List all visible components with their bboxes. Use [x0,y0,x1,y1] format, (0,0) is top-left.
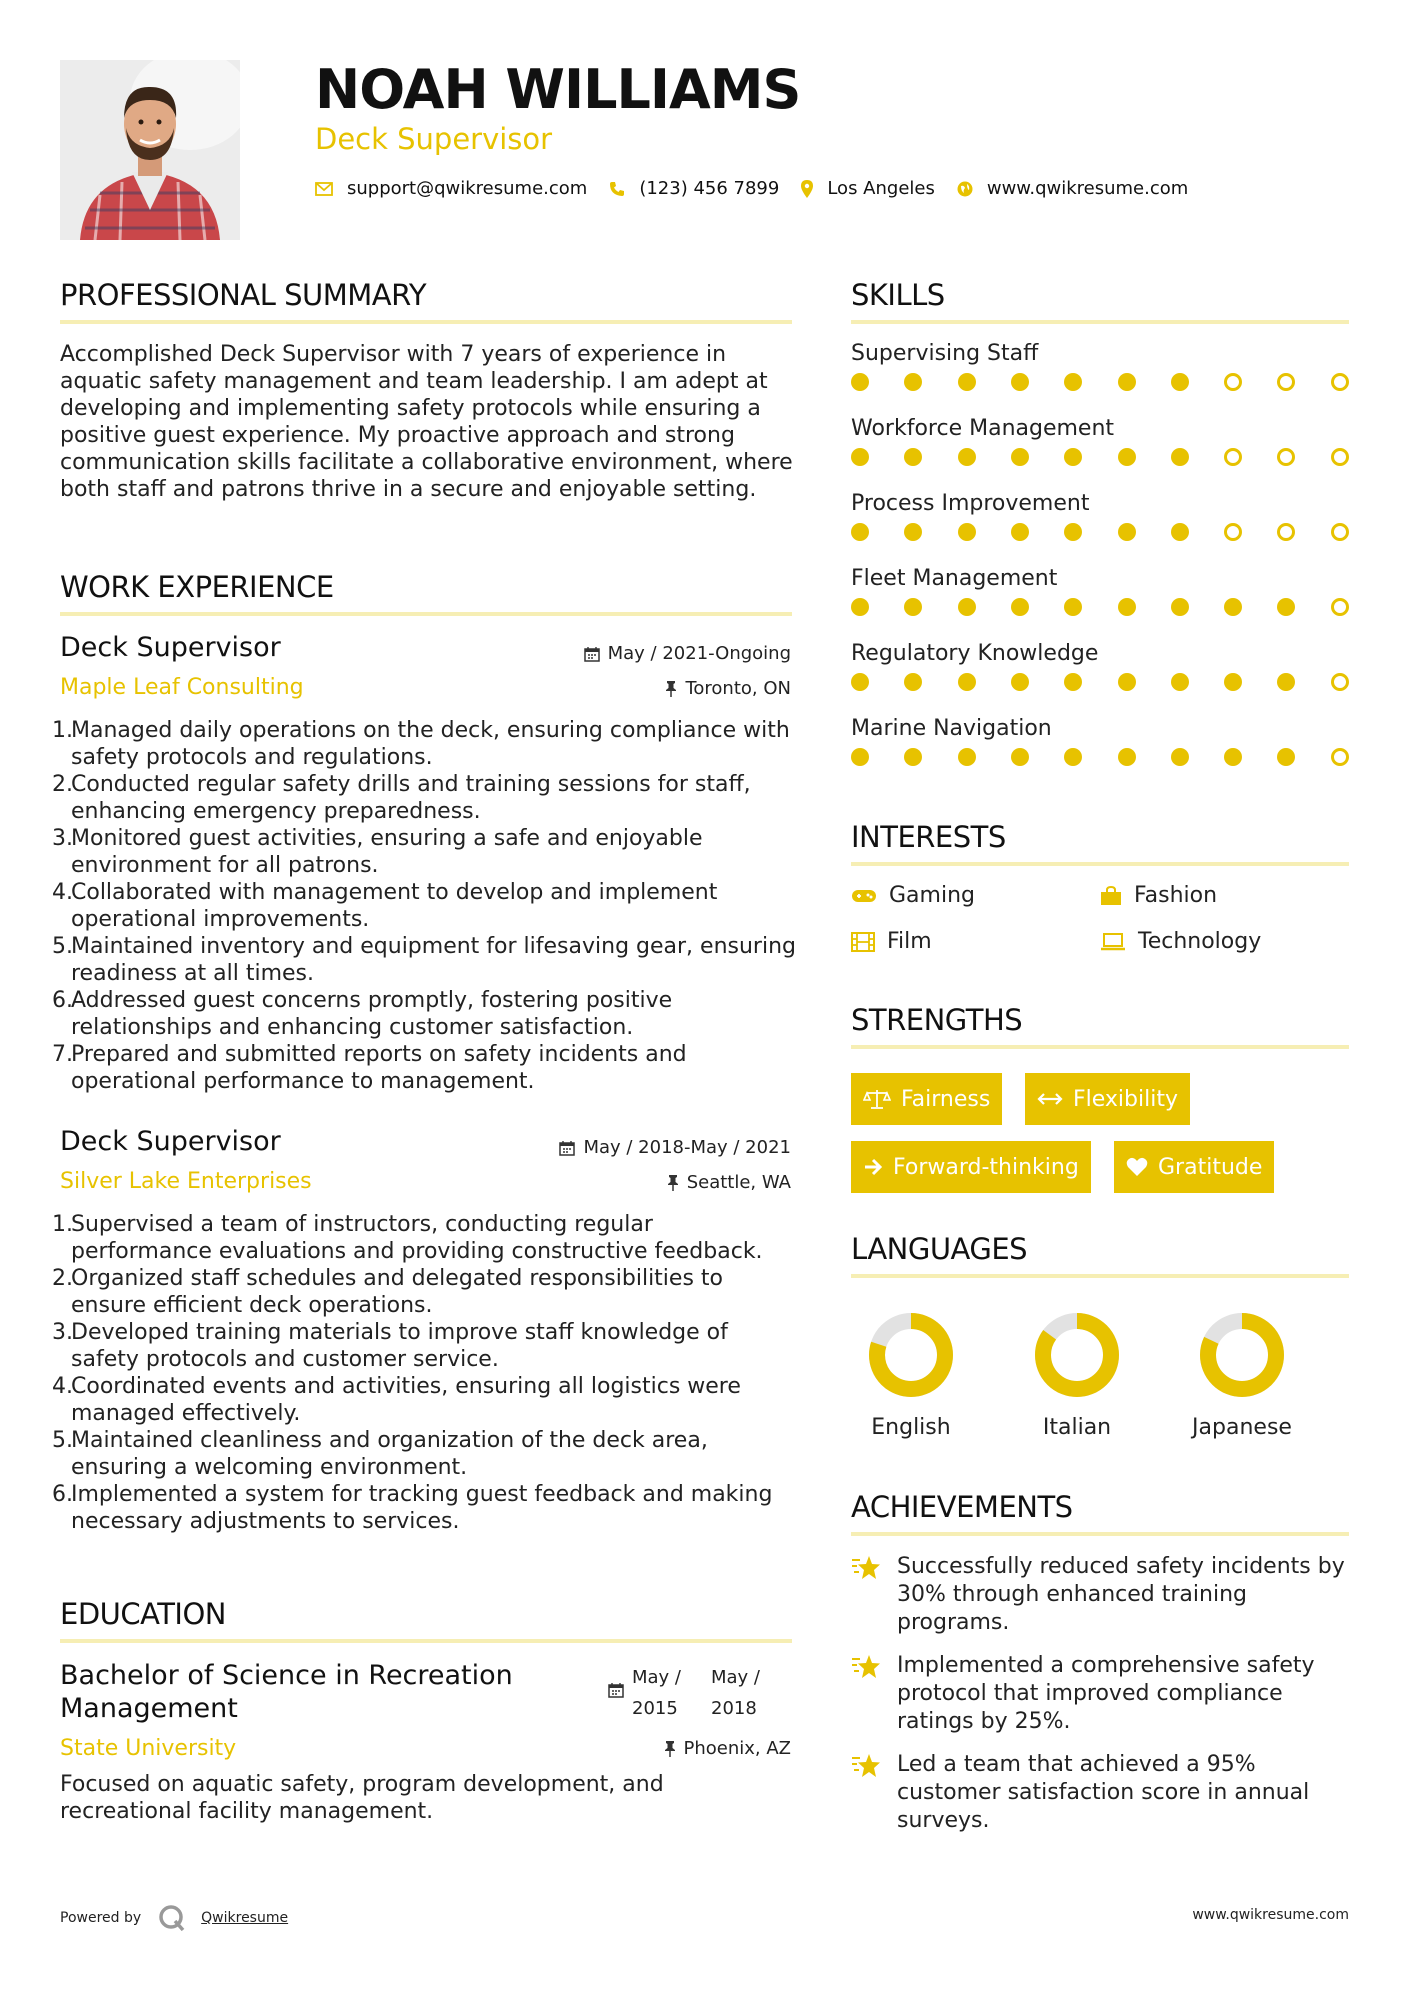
interest-fashion [1100,883,1217,908]
rating-dot-filled [1171,448,1189,466]
candidate-role: Deck Supervisor [315,122,553,156]
language-name: Italian [1042,1415,1112,1440]
bullet-number: 6. [52,1482,73,1507]
bullet-item [52,1265,800,1319]
rating-dot-empty [1224,373,1242,391]
rating-dot-filled [851,598,869,616]
skill-rating [851,748,1351,766]
achievement-text: Led a team that achieved a 95% customer satisfaction score in annual surveys. [897,1752,1310,1833]
bullet-number: 3. [52,1320,73,1345]
star-icon [851,1753,881,1779]
bullet-item [52,1211,800,1265]
rating-dot-empty [1331,673,1349,691]
bullet-text: Supervised a team of instructors, conducting regular performance evaluations and providing constructive feedback. [71,1212,763,1264]
bullet-number: 4. [52,1374,73,1399]
language-donut [1192,1305,1292,1405]
rating-dot-filled [958,373,976,391]
bullet-number: 6. [52,988,73,1013]
achievement-item [851,1553,1351,1637]
contact-email[interactable] [315,178,587,199]
languages-rule [851,1274,1349,1278]
rating-dot-filled [1011,673,1029,691]
bullet-item [52,879,800,933]
globe-icon [957,181,973,197]
rating-dot-filled [851,373,869,391]
bullet-number: 5. [52,1428,73,1453]
strength-label: Gratitude [1158,1154,1263,1180]
bullet-number: 2. [52,1266,73,1291]
bullet-text: Addressed guest concerns promptly, fostering positive relationships and enhancing customer satisfaction. [71,988,673,1040]
calendar-icon [608,1682,624,1698]
rating-dot-empty [1331,523,1349,541]
bullet-text: Maintained inventory and equipment for lifesaving gear, ensuring readiness at all times. [71,934,796,986]
pushpin-icon [664,1741,676,1757]
education-location-text: Phoenix, AZ [683,1738,791,1759]
achievements-rule [851,1532,1349,1536]
phone-text: (123) 456 7899 [639,178,780,199]
envelope-icon [315,182,333,196]
skill-rating [851,448,1351,466]
rating-dot-filled [904,673,922,691]
bullet-item [52,1427,800,1481]
rating-dot-filled [1118,673,1136,691]
contact-bar [315,178,1210,199]
calendar-icon [559,1140,575,1156]
rating-dot-filled [1064,748,1082,766]
interest-label: Gaming [889,883,975,908]
job-date [584,643,791,664]
bullet-text: Maintained cleanliness and organization of the deck area, ensuring a welcoming environment. [71,1428,708,1480]
strength-label: Fairness [901,1086,991,1112]
rating-dot-filled [1064,373,1082,391]
summary-rule [60,320,792,324]
footer-powered-by [60,1903,288,1933]
bullet-item [52,825,800,879]
interest-gaming [851,883,975,908]
contact-website[interactable] [957,178,1188,199]
bullet-number: 7. [52,1042,73,1067]
rating-dot-filled [1064,523,1082,541]
bullet-text: Coordinated events and activities, ensuring all logistics were managed effectively. [71,1374,741,1426]
rating-dot-filled [1011,748,1029,766]
star-icon [851,1654,881,1680]
arrow-right-icon [863,1158,883,1176]
interest-label: Technology [1138,929,1262,954]
interest-film [851,929,932,954]
bullet-text: Collaborated with management to develop and implement operational improvements. [71,880,718,932]
bullet-item [52,933,800,987]
bullet-text: Developed training materials to improve staff knowledge of safety protocols and customer service. [71,1320,728,1372]
edu-end-month: May / [711,1667,760,1688]
bullet-number: 2. [52,772,73,797]
laptop-icon [1100,933,1126,951]
education-text: Focused on aquatic safety, program development, and recreational facility management. [60,1772,664,1824]
strengths-heading: STRENGTHS [851,1003,1023,1037]
job-location-text: Toronto, ON [685,678,791,699]
job-location-text: Seattle, WA [686,1172,791,1193]
map-pin-icon [801,180,813,198]
rating-dot-filled [1277,673,1295,691]
rating-dot-filled [1118,748,1136,766]
language-donut [861,1305,961,1405]
job-location [665,678,791,699]
job-date-text: May / 2021-Ongoing [607,643,791,664]
rating-dot-empty [1277,523,1295,541]
languages-heading: LANGUAGES [851,1232,1028,1266]
bullet-item [52,717,800,771]
edu-start-year: 2015 [632,1698,678,1719]
footer-site-link[interactable]: www.qwikresume.com [1192,1907,1349,1923]
rating-dot-filled [958,598,976,616]
film-icon [851,932,875,952]
skill-rating [851,523,1351,541]
bullet-text: Organized staff schedules and delegated responsibilities to ensure efficient deck operations. [71,1266,723,1318]
skills-heading: SKILLS [851,278,945,312]
rating-dot-filled [1277,748,1295,766]
rating-dot-filled [958,748,976,766]
education-heading: EDUCATION [60,1597,227,1631]
skill-rating [851,673,1351,691]
rating-dot-filled [1011,598,1029,616]
rating-dot-filled [851,748,869,766]
rating-dot-filled [904,598,922,616]
rating-dot-empty [1277,448,1295,466]
education-dates [608,1662,760,1724]
contact-location [801,178,935,199]
bullet-text: Monitored guest activities, ensuring a safe and enjoyable environment for all patrons. [71,826,703,878]
rating-dot-filled [1171,523,1189,541]
rating-dot-filled [904,523,922,541]
experience-heading: WORK EXPERIENCE [60,570,334,604]
star-icon [851,1555,881,1581]
education-location [664,1738,792,1759]
edu-end-year: 2018 [711,1698,757,1719]
job-bullets [52,717,800,1095]
job-location [667,1172,791,1193]
rating-dot-filled [851,673,869,691]
rating-dot-filled [1224,748,1242,766]
achievement-text: Implemented a comprehensive safety protocol that improved compliance ratings by 25%. [897,1653,1315,1734]
email-text: support@qwikresume.com [347,178,588,199]
powered-by-text: Powered by [60,1910,142,1926]
job-date-text: May / 2018-May / 2021 [583,1137,791,1158]
strength-label: Flexibility [1073,1086,1178,1112]
bullet-item [52,1319,800,1373]
rating-dot-filled [1171,673,1189,691]
rating-dot-filled [1171,748,1189,766]
interest-label: Film [887,929,932,954]
skill-name: Supervising Staff [851,341,1039,366]
job-title: Deck Supervisor [60,632,281,663]
skill-name: Process Improvement [851,491,1090,516]
interest-technology [1100,929,1261,954]
degree-line-1: Bachelor of Science in Recreation [60,1660,513,1691]
rating-dot-filled [1064,448,1082,466]
rating-dot-filled [904,373,922,391]
skill-name: Workforce Management [851,416,1115,441]
strength-badge [851,1073,1002,1125]
bullet-item [52,987,800,1041]
rating-dot-filled [1277,598,1295,616]
scale-icon [863,1088,891,1110]
rating-dot-filled [904,448,922,466]
shopping-bag-icon [1100,886,1122,906]
rating-dot-empty [1224,523,1242,541]
interest-label: Fashion [1134,883,1218,908]
bullet-text: Prepared and submitted reports on safety incidents and operational performance to management. [71,1042,687,1094]
job-bullets [52,1211,800,1535]
rating-dot-filled [1118,373,1136,391]
skill-rating [851,373,1351,391]
bullet-text: Implemented a system for tracking guest feedback and making necessary adjustments to services. [71,1482,773,1534]
education-rule [60,1639,792,1643]
interests-rule [851,862,1349,866]
achievement-text: Successfully reduced safety incidents by 30% through enhanced training programs. [897,1554,1345,1635]
phone-icon [609,181,625,197]
strengths-rule [851,1045,1349,1049]
heart-icon [1126,1157,1148,1177]
strength-badge [1025,1073,1190,1125]
rating-dot-empty [1331,598,1349,616]
language-name: English [871,1415,951,1440]
bullet-item [52,1481,800,1535]
rating-dot-empty [1331,373,1349,391]
skill-name: Regulatory Knowledge [851,641,1099,666]
bullet-item [52,1373,800,1427]
website-text: www.qwikresume.com [986,178,1189,199]
rating-dot-filled [958,673,976,691]
rating-dot-filled [1171,373,1189,391]
achievement-item [851,1652,1351,1736]
bullet-text: Managed daily operations on the deck, ensuring compliance with safety protocols and regulations. [71,718,790,770]
location-text: Los Angeles [827,178,935,199]
experience-rule [60,612,792,616]
rating-dot-filled [904,748,922,766]
rating-dot-filled [1011,448,1029,466]
contact-phone[interactable] [609,178,779,199]
school-name: State University [60,1736,237,1761]
rating-dot-filled [1011,523,1029,541]
rating-dot-filled [1224,673,1242,691]
bullet-item [52,1041,800,1095]
interests-heading: INTERESTS [851,820,1006,854]
profile-photo [60,60,240,240]
skills-rule [851,320,1349,324]
bullet-number: 3. [52,826,73,851]
bullet-number: 1. [52,1212,73,1237]
job-company: Silver Lake Enterprises [60,1169,312,1194]
strength-badge [1114,1141,1274,1193]
rating-dot-filled [958,523,976,541]
rating-dot-empty [1224,448,1242,466]
rating-dot-empty [1331,448,1349,466]
achievements-heading: ACHIEVEMENTS [851,1490,1073,1524]
rating-dot-filled [1118,598,1136,616]
achievement-item [851,1751,1351,1835]
rating-dot-filled [1224,598,1242,616]
summary-text: Accomplished Deck Supervisor with 7 years of experience in aquatic safety management and team leadership. I am adept at developing and implementing safety protocols while ensuring a positive guest experience. My proactive approach and strong communication skills facilitate a collaborative environment, where both staff and patrons thrive in a secure and enjoyable setting. [60,342,793,502]
pushpin-icon [667,1175,679,1191]
rating-dot-filled [851,448,869,466]
rating-dot-filled [851,523,869,541]
rating-dot-filled [958,448,976,466]
calendar-icon [584,646,600,662]
language-name: Japanese [1192,1415,1292,1440]
pushpin-icon [665,681,677,697]
strength-label: Forward-thinking [893,1154,1079,1180]
qwikresume-logo-icon [157,1903,187,1933]
job-title: Deck Supervisor [60,1126,281,1157]
skill-name: Marine Navigation [851,716,1052,741]
rating-dot-filled [1011,373,1029,391]
rating-dot-filled [1171,598,1189,616]
rating-dot-filled [1118,523,1136,541]
rating-dot-filled [1064,673,1082,691]
summary-heading: PROFESSIONAL SUMMARY [60,278,427,312]
language-donut [1027,1305,1127,1405]
job-date [559,1137,791,1158]
rating-dot-filled [1118,448,1136,466]
bullet-number: 4. [52,880,73,905]
candidate-name: NOAH WILLIAMS [315,58,801,121]
degree-line-2: Management [60,1693,238,1724]
bullet-item [52,771,800,825]
brand-link[interactable]: Qwikresume [201,1910,289,1926]
rating-dot-empty [1277,373,1295,391]
bullet-number: 1. [52,718,73,743]
gamepad-icon [851,888,877,904]
bullet-number: 5. [52,934,73,959]
strength-badge [851,1141,1091,1193]
edu-start-month: May / [632,1667,681,1688]
rating-dot-empty [1331,748,1349,766]
rating-dot-filled [1064,598,1082,616]
bullet-text: Conducted regular safety drills and training sessions for staff, enhancing emergency preparedness. [71,772,751,824]
arrows-horizontal-icon [1037,1092,1063,1106]
job-company: Maple Leaf Consulting [60,675,304,700]
skill-name: Fleet Management [851,566,1058,591]
skill-rating [851,598,1351,616]
